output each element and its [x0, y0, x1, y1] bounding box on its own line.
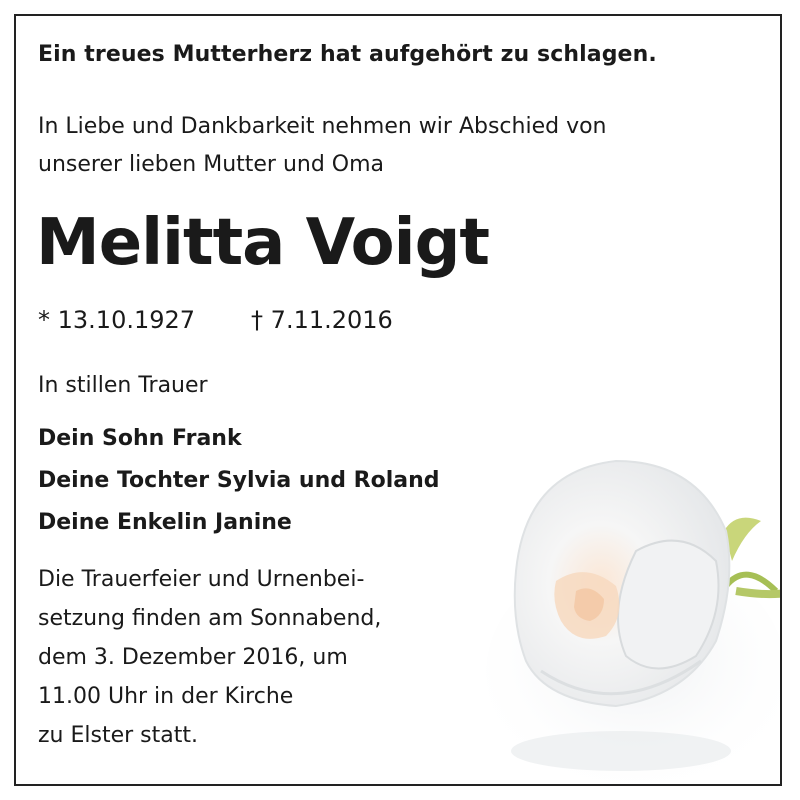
- mourning-line: In stillen Trauer: [38, 373, 208, 398]
- family-member: Deine Tochter Sylvia und Roland: [38, 468, 440, 493]
- service-line: Die Trauerfeier und Urnenbei-: [38, 567, 365, 592]
- deceased-name: Melitta Voigt: [36, 206, 489, 280]
- family-member: Deine Enkelin Janine: [38, 510, 292, 535]
- service-line: 11.00 Uhr in der Kirche: [38, 684, 294, 709]
- family-list: [38, 418, 440, 544]
- life-dates: [38, 306, 393, 334]
- headline: Ein treues Mutterherz hat aufgehört zu schlagen.: [38, 42, 657, 67]
- intro-text: [38, 108, 607, 184]
- white-rose-image: [486, 421, 782, 786]
- service-line: zu Elster statt.: [38, 723, 198, 748]
- birth-date: * 13.10.1927: [38, 306, 196, 334]
- intro-line: In Liebe und Dankbarkeit nehmen wir Abschied von: [38, 114, 607, 139]
- service-line: dem 3. Dezember 2016, um: [38, 645, 348, 670]
- obituary-notice: [14, 14, 782, 786]
- family-member: Dein Sohn Frank: [38, 426, 242, 451]
- service-info: [38, 560, 381, 755]
- death-date: † 7.11.2016: [251, 306, 393, 334]
- service-line: setzung finden am Sonnabend,: [38, 606, 382, 631]
- intro-line: unserer lieben Mutter und Oma: [38, 152, 385, 177]
